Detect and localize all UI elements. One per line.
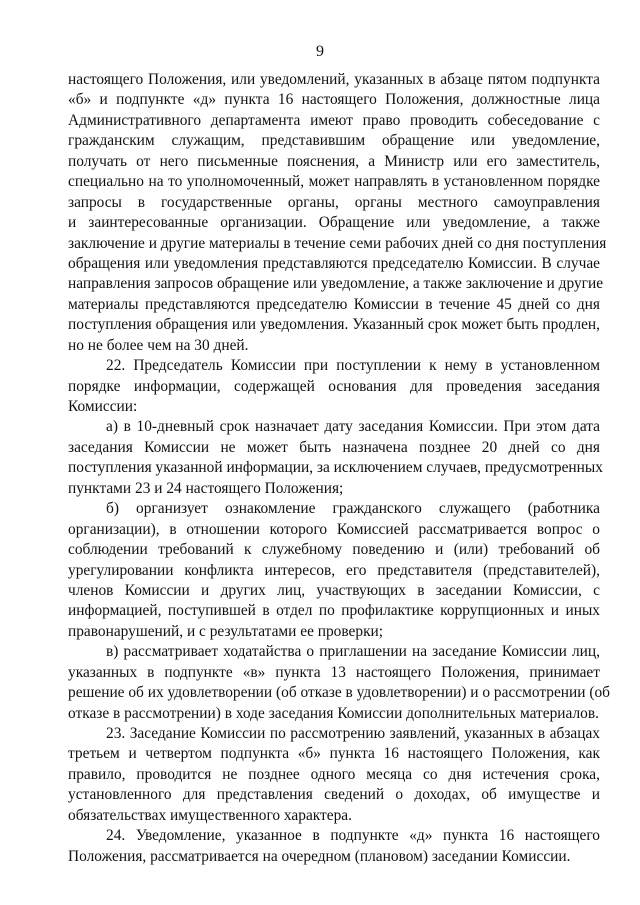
text-line: третьем и четвертом подпункта «б» пункта 16 настоящего Положения, как [68, 745, 600, 763]
text-line: Положения, рассматривается на очередном (плановом) заседании Комиссии. [68, 847, 571, 865]
text-line: отказе в рассмотрении) в ходе заседания Комиссии дополнительных материалов. [68, 704, 599, 722]
text-line: направления запросов обращение или уведомление, а также заключение и другие [68, 275, 604, 293]
text-line: но не более чем на 30 дней. [68, 336, 249, 354]
text-line: заседания Комиссии не может быть назначена позднее 20 дней со дня [68, 438, 600, 456]
text-line: пунктами 23 и 24 настоящего Положения; [68, 479, 344, 497]
text-line: обязательствах имущественного характера. [68, 806, 352, 824]
text-line: заключение и другие материалы в течение семи рабочих дней со дня поступления [68, 234, 607, 252]
text-line: решение об их удовлетворении (об отказе в удовлетворении) и о рассмотрении (об [68, 684, 610, 702]
text-line: правило, проводится не позднее одного месяца со дня истечения срока, [68, 765, 600, 783]
text-line: и заинтересованные организации. Обращение или уведомление, а также [68, 214, 600, 232]
text-line: членов Комиссии и других лиц, участвующих в заседании Комиссии, с [68, 581, 600, 599]
text-line: 24. Уведомление, указанное в подпункте «д» пункта 16 настоящего [106, 827, 600, 845]
text-line: получать от него письменные пояснения, а Министр или его заместитель, [68, 152, 600, 170]
text-line: организации), в отношении которого Комиссией рассматривается вопрос о [68, 520, 600, 538]
text-line: б) организует ознакомление гражданского служащего (работника [106, 500, 600, 518]
text-line: а) в 10-дневный срок назначает дату заседания Комиссии. При этом дата [106, 418, 600, 436]
text-line: 23. Заседание Комиссии по рассмотрению заявлений, указанных в абзацах [106, 725, 600, 742]
text-line: гражданским служащим, представившим обращение или уведомление, [68, 132, 600, 150]
text-line: Комиссии: [68, 398, 138, 415]
text-line: поступления обращения или уведомления. Указанный срок может быть продлен, [68, 316, 600, 334]
page-number: 9 [316, 43, 324, 60]
text-line: 22. Председатель Комиссии при поступлении к нему в установленном [106, 357, 600, 375]
text-line: порядке информации, содержащей основания для проведения заседания [68, 377, 600, 395]
text-line: урегулировании конфликта интересов, его представителя (представителей), [68, 561, 600, 579]
document-body [68, 70, 610, 867]
text-line: соблюдении требований к служебному поведению и (или) требований об [68, 541, 600, 559]
text-line: информацией, поступившей в отдел по профилактике коррупционных и иных [68, 602, 600, 620]
text-line: настоящего Положения, или уведомлений, указанных в абзаце пятом подпункта [68, 71, 600, 88]
text-line: установленного для представления сведений о доходах, об имуществе и [68, 786, 600, 804]
text-line: правонарушений, и с результатами ее проверки; [68, 622, 384, 640]
text-line: поступления указанной информации, за исключением случаев, предусмотренных [68, 459, 603, 477]
text-line: указанных в подпункте «в» пункта 13 настоящего Положения, принимает [68, 663, 600, 681]
text-line: обращения или уведомления представляются председателю Комиссии. В случае [68, 254, 600, 272]
text-line: запросы в государственные органы, органы местного самоуправления [68, 193, 600, 211]
text-line: «б» и подпункте «д» пункта 16 настоящего Положения, должностные лица [68, 91, 600, 109]
text-line: Административного департамента имеют право проводить собеседование с [68, 111, 600, 129]
text-line: материалы представляются председателю Комиссии в течение 45 дней со дня [68, 295, 600, 313]
text-line: в) рассматривает ходатайства о приглашении на заседание Комиссии лиц, [106, 643, 600, 661]
text-line: специально на то уполномоченный, может направлять в установленном порядке [68, 173, 600, 191]
